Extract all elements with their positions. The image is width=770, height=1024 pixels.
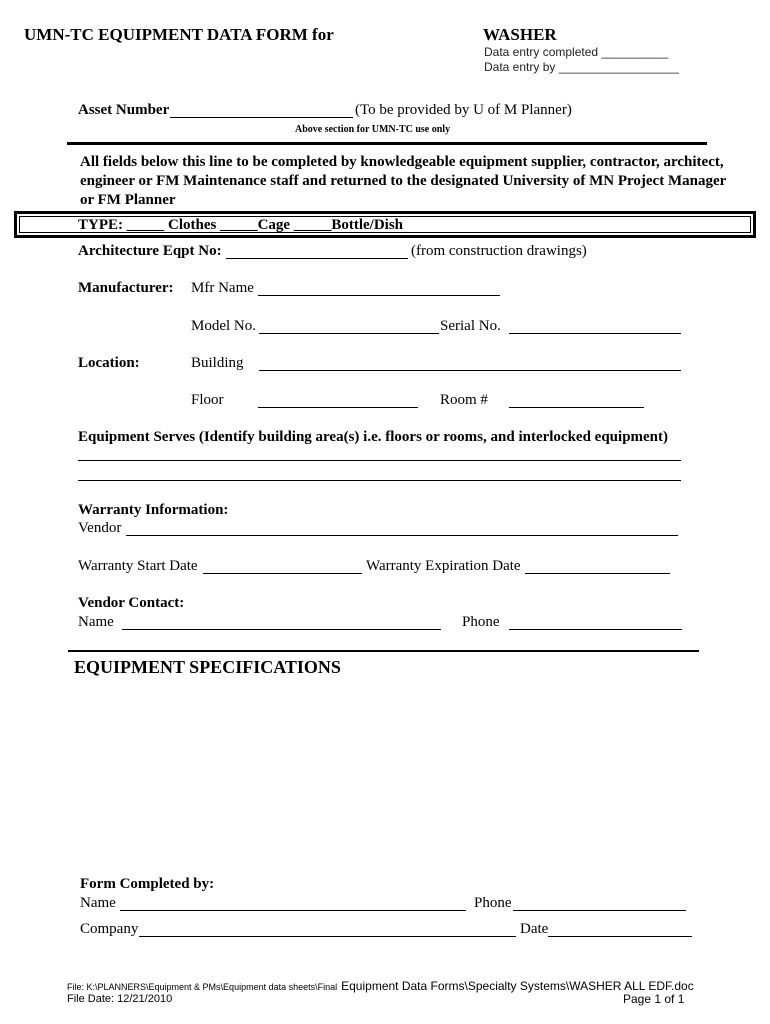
serial-no-label: Serial No. bbox=[440, 318, 501, 334]
mfr-name-field[interactable] bbox=[258, 295, 500, 296]
completed-by-date-field[interactable] bbox=[548, 936, 692, 937]
floor-label: Floor bbox=[191, 392, 224, 408]
building-label: Building bbox=[191, 355, 244, 371]
type-clothes-blank[interactable]: _____ bbox=[126, 217, 165, 233]
completed-by-phone-label: Phone bbox=[474, 895, 512, 911]
instructions-line-3: or FM Planner bbox=[80, 192, 176, 208]
type-cage-label: Cage bbox=[257, 217, 291, 233]
warranty-heading: Warranty Information: bbox=[78, 502, 229, 518]
data-entry-by: Data entry by __________________ bbox=[484, 60, 679, 74]
data-entry-completed: Data entry completed __________ bbox=[484, 45, 669, 59]
warranty-start-date-field[interactable] bbox=[203, 573, 362, 574]
room-label: Room # bbox=[440, 392, 488, 408]
serial-no-field[interactable] bbox=[509, 333, 681, 334]
warranty-vendor-label: Vendor bbox=[78, 520, 122, 536]
floor-field[interactable] bbox=[258, 407, 418, 408]
equipment-type-title: WASHER bbox=[483, 25, 557, 44]
vendor-contact-phone-label: Phone bbox=[462, 614, 500, 630]
warranty-expiration-date-field[interactable] bbox=[525, 573, 670, 574]
architecture-eqpt-field[interactable] bbox=[226, 258, 408, 259]
vendor-contact-heading: Vendor Contact: bbox=[78, 595, 185, 611]
type-row bbox=[78, 217, 403, 234]
type-clothes-label: Clothes bbox=[168, 217, 217, 233]
room-field[interactable] bbox=[509, 407, 644, 408]
instructions-line-2: engineer or FM Maintenance staff and returned to the designated University of MN Project Manager bbox=[80, 173, 727, 189]
equipment-specifications-heading: EQUIPMENT SPECIFICATIONS bbox=[74, 657, 341, 677]
type-label: TYPE: bbox=[78, 217, 123, 233]
umn-use-only-note: Above section for UMN-TC use only bbox=[295, 124, 451, 135]
section-divider bbox=[67, 142, 707, 145]
form-completed-by-heading: Form Completed by: bbox=[80, 876, 215, 892]
completed-by-name-label: Name bbox=[80, 895, 116, 911]
vendor-contact-name-label: Name bbox=[78, 614, 114, 630]
model-no-field[interactable] bbox=[259, 333, 439, 334]
model-no-label: Model No. bbox=[191, 318, 256, 334]
architecture-eqpt-label: Architecture Eqpt No: bbox=[78, 243, 222, 259]
mfr-name-label: Mfr Name bbox=[191, 280, 254, 296]
vendor-contact-name-field[interactable] bbox=[122, 629, 441, 630]
warranty-vendor-field[interactable] bbox=[126, 535, 678, 536]
specs-divider bbox=[68, 650, 699, 652]
footer-file-suffix: Equipment Data Forms\Specialty Systems\WASHER ALL EDF.doc bbox=[341, 979, 694, 993]
footer-file-prefix: File: K:\PLANNERS\Equipment & PMs\Equipment data sheets\Final bbox=[67, 982, 338, 992]
equipment-serves-line-1[interactable] bbox=[78, 460, 681, 461]
type-bottle-dish-blank[interactable]: _____ bbox=[293, 217, 332, 233]
footer-page-number: Page 1 of 1 bbox=[623, 992, 685, 1006]
warranty-expiration-date-label: Warranty Expiration Date bbox=[366, 558, 521, 574]
completed-by-company-field[interactable] bbox=[139, 936, 516, 937]
asset-number-note: (To be provided by U of M Planner) bbox=[355, 102, 572, 118]
type-bottle-dish-label: Bottle/Dish bbox=[331, 217, 404, 233]
footer-file-date: File Date: 12/21/2010 bbox=[67, 993, 173, 1005]
architecture-eqpt-note: (from construction drawings) bbox=[411, 243, 587, 259]
type-cage-blank[interactable]: _____ bbox=[220, 217, 258, 233]
asset-number-field[interactable] bbox=[170, 117, 353, 118]
completed-by-name-field[interactable] bbox=[120, 910, 466, 911]
completed-by-date-label: Date bbox=[520, 921, 549, 937]
building-field[interactable] bbox=[259, 370, 681, 371]
completed-by-company-label: Company bbox=[80, 921, 139, 937]
warranty-start-date-label: Warranty Start Date bbox=[78, 558, 198, 574]
equipment-serves-label: Equipment Serves (Identify building area(s) i.e. floors or rooms, and interlocked equipment) bbox=[78, 429, 669, 445]
asset-number-label: Asset Number bbox=[78, 102, 170, 118]
equipment-serves-line-2[interactable] bbox=[78, 480, 681, 481]
vendor-contact-phone-field[interactable] bbox=[509, 629, 682, 630]
completed-by-phone-field[interactable] bbox=[513, 910, 686, 911]
manufacturer-label: Manufacturer: bbox=[78, 280, 174, 296]
location-label: Location: bbox=[78, 355, 140, 371]
form-title: UMN-TC EQUIPMENT DATA FORM for bbox=[24, 25, 334, 44]
instructions-line-1: All fields below this line to be completed by knowledgeable equipment supplier, contractor, architect, bbox=[80, 154, 724, 170]
